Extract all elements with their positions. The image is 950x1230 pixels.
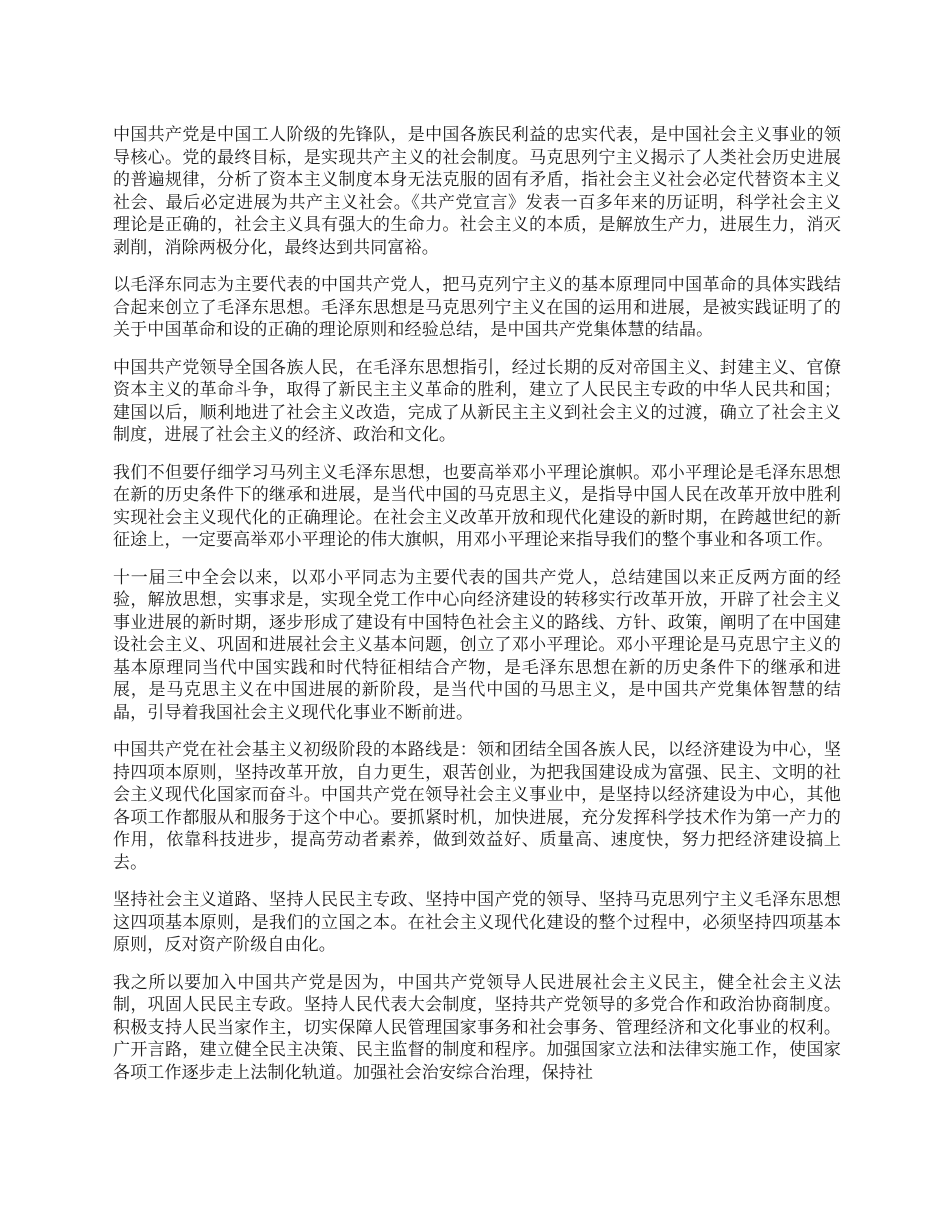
paragraph-1: 中国共产党是中国工人阶级的先锋队，是中国各族民利益的忠实代表，是中国社会主义事业的领导核心。党的最终目标，是实现共产主义的社会制度。马克思列宁主义揭示了人类社会历史进展的普遍规律，分析了资本主义制度本身无法克服的固有矛盾，指社会主义社会必定代替资本主义社会、最后必定进展为共产主义社会。《共产党宣言》发表一百多年来的历证明，科学社会主义理论是正确的，社会主义具有强大的生命力。社会主义的本质，是解放生产力，进展生力，消灭剥削，消除两极分化，最终达到共同富裕。 <box>113 125 841 258</box>
paragraph-5: 十一届三中全会以来，以邓小平同志为主要代表的国共产党人，总结建国以来正反两方面的经验，解放思想，实事求是，实现全党工作中心向经济建设的转移实行改革开放，开辟了社会主义事业进展的新时期，逐步形成了建设有中国特色社会主义的路线、方针、政策，阐明了在中国建设社会主义、巩固和进展社会主义基本问题，创立了邓小平理论。邓小平理论是马克思宁主义的基本原理同当代中国实践和时代特征相结合产物，是毛泽东思想在新的历史条件下的继承和进展，是马克思主义在中国进展的新阶段，是当代中国的马思主义，是中国共产党集体智慧的结晶，引导着我国社会主义现代化事业不断前进。 <box>113 567 841 723</box>
paragraph-6: 中国共产党在社会基主义初级阶段的本路线是：领和团结全国各族人民，以经济建设为中心，坚持四项本原则，坚持改革开放，自力更生，艰苦创业，为把我国建设成为富强、民主、文明的社会主义现代化国家而奋斗。中国共产党在领导社会主义事业中，是坚持以经济建设为中心，其他各项工作都服从和服务于这个中心。要抓紧时机，加快进展，充分发挥科学技术作为第一产力的作用，依靠科技进步，提高劳动者素养，做到效益好、质量高、速度快，努力把经济建设搞上去。 <box>113 740 841 873</box>
paragraph-8: 我之所以要加入中国共产党是因为，中国共产党领导人民进展社会主义民主，健全社会主义法制，巩固人民民主专政。坚持人民代表大会制度，坚持共产党领导的多党合作和政治协商制度。积极支持人民当家作主，切实保障人民管理国家事务和社会事务、管理经济和文化事业的权利。广开言路，建立健全民主决策、民主监督的制度和程序。加强国家立法和法律实施工作，使国家各项工作逐步走上法制化轨道。加强社会治安综合治理，保持社 <box>113 972 841 1083</box>
paragraph-4: 我们不但要仔细学习马列主义毛泽东思想，也要高举邓小平理论旗帜。邓小平理论是毛泽东思想在新的历史条件下的继承和进展，是当代中国的马克思主义，是指导中国人民在改革开放中胜利实现社会主义现代化的正确理论。在社会主义改革开放和现代化建设的新时期，在跨越世纪的新征途上，一定要高举邓小平理论的伟大旗帜，用邓小平理论来指导我们的整个事业和各项工作。 <box>113 462 841 550</box>
paragraph-3: 中国共产党领导全国各族人民，在毛泽东思想指引，经过长期的反对帝国主义、封建主义、官僚资本主义的革命斗争，取得了新民主主义革命的胜利，建立了人民民主专政的中华人民共和国；建国以后，顺利地进了社会主义改造，完成了从新民主主义到社会主义的过渡，确立了社会主义制度，进展了社会主义的经济、政治和文化。 <box>113 357 841 445</box>
paragraph-2: 以毛泽东同志为主要代表的中国共产党人，把马克列宁主义的基本原理同中国革命的具体实践结合起来创立了毛泽东思想。毛泽东思想是马克思列宁主义在国的运用和进展，是被实践证明了的关于中国革命和设的正确的理论原则和经验总结，是中国共产党集体慧的结晶。 <box>113 275 841 340</box>
paragraph-7: 坚持社会主义道路、坚持人民民主专政、坚持中国产党的领导、坚持马克思列宁主义毛泽东思想这四项基本原则，是我们的立国之本。在社会主义现代化建设的整个过程中，必须坚持四项基本原则，反对资产阶级自由化。 <box>113 890 841 955</box>
document-body <box>113 124 841 1099</box>
